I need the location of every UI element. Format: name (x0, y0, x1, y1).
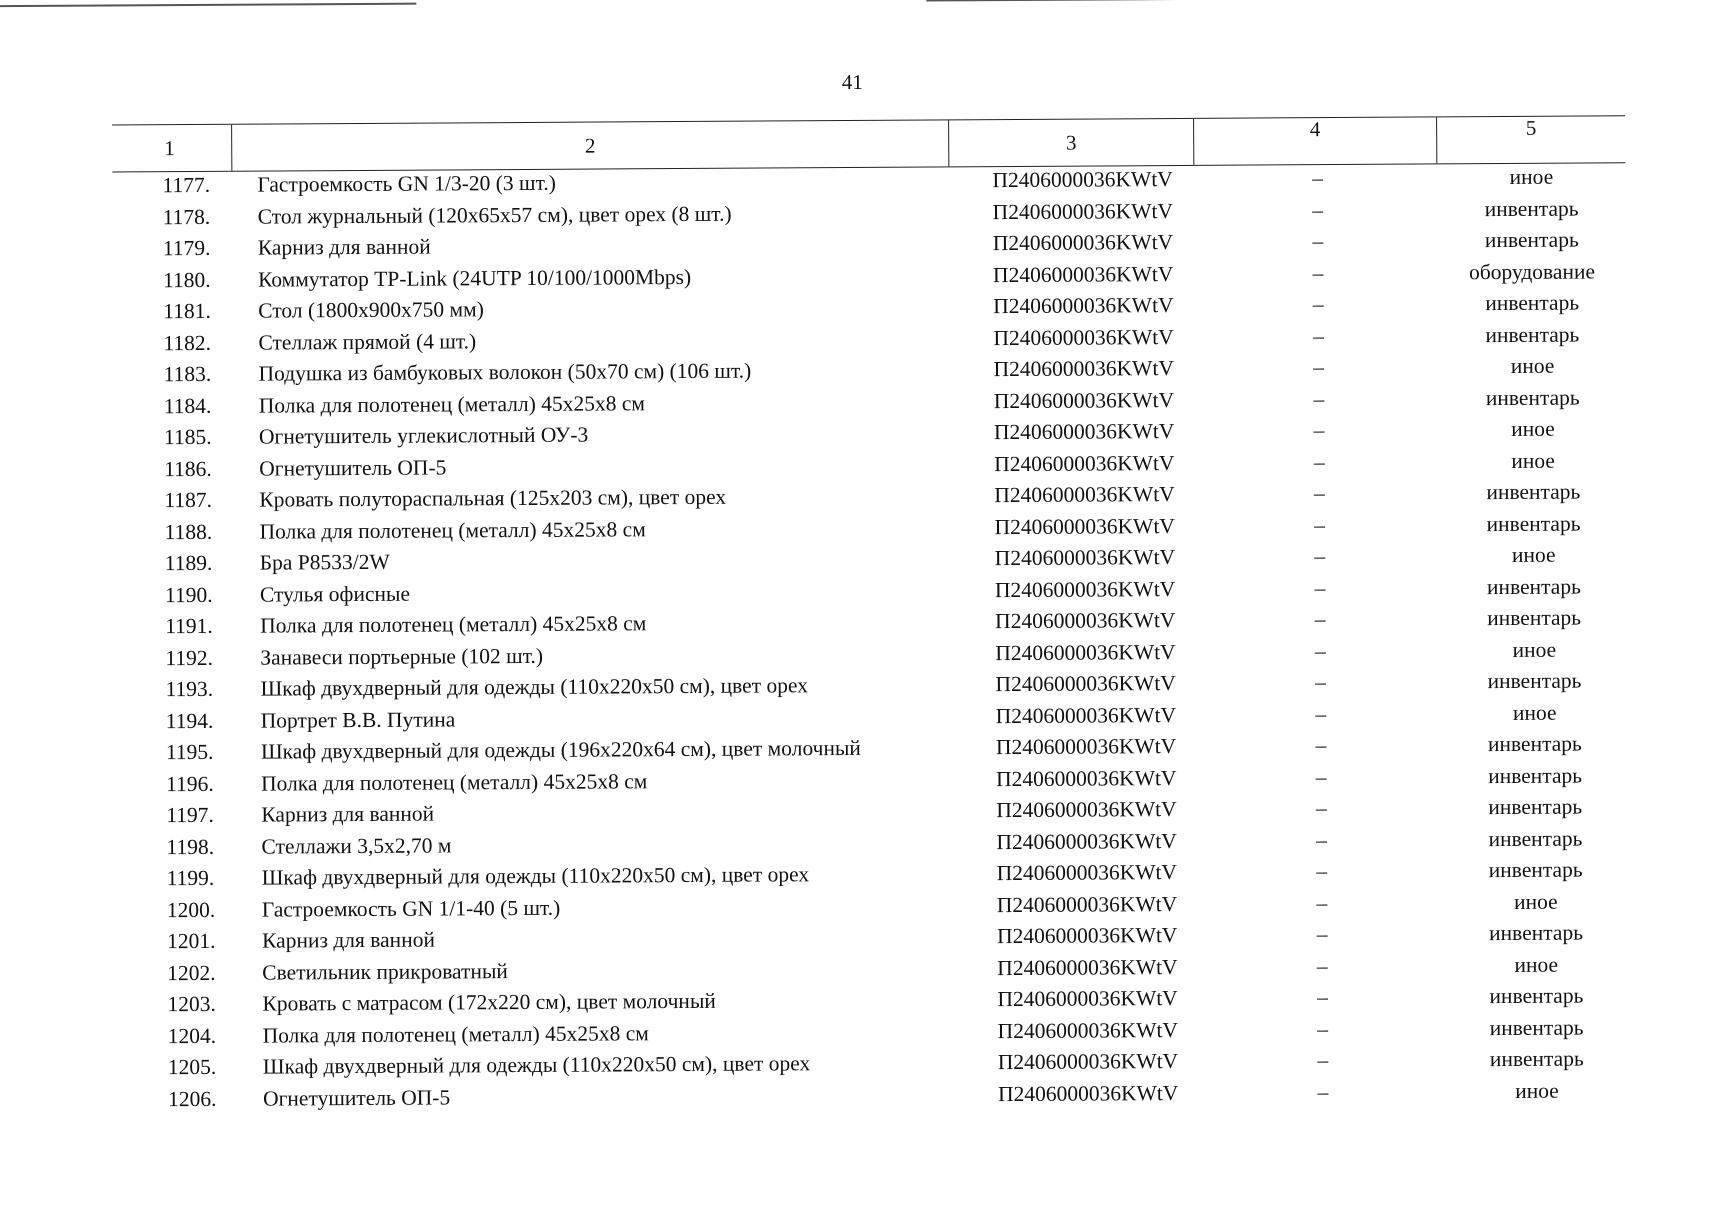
column-4-value: – (1315, 733, 1327, 758)
column-4-value: – (1316, 985, 1328, 1010)
item-name: Карниз для ванной (261, 801, 435, 827)
item-category: инвентарь (1486, 479, 1581, 505)
column-4-value: – (1312, 323, 1324, 348)
item-name: Карниз для ванной (257, 234, 431, 260)
item-code: П2406000036KWtV (996, 923, 1178, 949)
row-number: 1203. (167, 992, 216, 1017)
item-category: инвентарь (1484, 227, 1579, 253)
row-number: 1179. (162, 236, 211, 261)
item-code: П2406000036KWtV (994, 545, 1176, 571)
column-4-value: – (1317, 1016, 1329, 1041)
item-name: Полка для полотенец (металл) 45x25x8 см (258, 390, 646, 418)
column-4-value: – (1313, 449, 1325, 474)
row-number: 1201. (166, 929, 216, 954)
column-4-value: – (1311, 166, 1323, 191)
item-name: Стулья офисные (259, 581, 411, 607)
row-number: 1189. (164, 551, 213, 576)
scan-edge-line (0, 3, 416, 8)
item-name: Гастроемкость GN 1/3-20 (3 шт.) (257, 171, 556, 197)
item-code: П2406000036KWtV (995, 702, 1177, 728)
row-number: 1196. (166, 771, 214, 796)
item-category: инвентарь (1486, 574, 1581, 599)
item-category: иное (1512, 700, 1557, 725)
column-4-value: – (1316, 827, 1327, 852)
item-category: иное (1513, 889, 1558, 914)
item-name: Стеллаж прямой (4 шт.) (258, 329, 477, 355)
header-cell-2: 2 (232, 120, 949, 170)
item-code: П2406000036KWtV (997, 1017, 1179, 1043)
row-number: 1192. (165, 645, 213, 670)
row-number: 1184. (163, 393, 212, 418)
column-4-value: – (1312, 292, 1324, 317)
row-number: 1191. (165, 614, 213, 639)
column-4-value: – (1315, 764, 1327, 789)
row-number: 1204. (167, 1023, 217, 1048)
item-code: П2406000036KWtV (992, 230, 1174, 256)
item-code: П2406000036KWtV (994, 482, 1175, 508)
item-category: иное (1509, 164, 1554, 190)
item-name: Полка для полотенец (металл) 45x25x8 см (259, 516, 646, 544)
scan-edge-line (926, 0, 1709, 2)
row-number: 1202. (167, 960, 216, 985)
item-category: инвентарь (1487, 731, 1582, 757)
item-code: П2406000036KWtV (997, 1080, 1179, 1106)
item-name: Бра P8533/2W (259, 550, 390, 575)
item-name: Стол журнальный (120x65x57 см), цвет орех (8 шт.) (257, 201, 732, 229)
column-4-value: – (1313, 418, 1325, 443)
item-code: П2406000036KWtV (994, 513, 1175, 539)
column-4-value: – (1314, 607, 1326, 632)
item-name: Стол (1800x900x750 мм) (258, 297, 484, 323)
item-name: Кровать с матрасом (172x220 см), цвет молочный (262, 989, 716, 1016)
row-number: 1180. (162, 267, 211, 292)
column-4-value: – (1313, 481, 1325, 506)
row-number: 1194. (165, 708, 214, 733)
item-name: Полка для полотенец (металл) 45x25x8 см (262, 1020, 649, 1048)
item-category: инвентарь (1485, 290, 1580, 316)
item-category: инвентарь (1489, 920, 1584, 946)
header-cell-1: 1 (112, 125, 232, 172)
item-code: П2406000036KWtV (996, 891, 1178, 917)
item-code: П2406000036KWtV (997, 1049, 1179, 1075)
row-number: 1195. (165, 740, 214, 765)
row-number: 1186. (164, 456, 212, 481)
item-name: Занавеси портьерные (102 шт.) (260, 643, 544, 670)
column-4-value: – (1315, 670, 1326, 695)
item-category: инвентарь (1489, 983, 1584, 1009)
item-code: П2406000036KWtV (997, 954, 1178, 980)
item-name: Светильник прикроватный (262, 958, 508, 985)
item-category: инвентарь (1488, 857, 1583, 883)
item-category: инвентарь (1485, 322, 1580, 347)
header-cell-5: 5 (1525, 115, 1537, 140)
item-code: П2406000036KWtV (996, 797, 1177, 823)
row-number: 1181. (163, 299, 211, 324)
column-4-value: – (1314, 512, 1325, 537)
item-name: Шкаф двухдверный для одежды (196x220x64 см), цвет молочный (260, 736, 861, 764)
item-name: Огнетушитель ОП-5 (259, 455, 447, 481)
row-number: 1187. (164, 488, 213, 513)
item-name: Кровать полутораспальная (125x203 см), цвет орех (259, 485, 727, 512)
row-number: 1206. (167, 1086, 217, 1111)
column-4-value: – (1313, 386, 1325, 411)
item-name: Стеллажи 3,5x2,70 м (261, 833, 452, 859)
column-4-value: – (1317, 1079, 1329, 1104)
row-number: 1178. (162, 204, 211, 229)
column-4-value: – (1312, 229, 1324, 254)
item-category: инвентарь (1486, 511, 1581, 536)
item-category: инвентарь (1484, 196, 1579, 221)
column-4-value: – (1316, 922, 1328, 947)
item-name: Огнетушитель ОП-5 (262, 1085, 451, 1111)
item-category: инвентарь (1488, 763, 1583, 788)
item-category: иное (1511, 542, 1556, 568)
row-number: 1199. (166, 866, 215, 891)
item-code: П2406000036KWtV (993, 356, 1175, 382)
row-number: 1188. (164, 519, 213, 544)
column-4-value: – (1316, 953, 1328, 978)
item-category: инвентарь (1489, 1046, 1584, 1072)
item-code: П2406000036KWtV (992, 261, 1174, 287)
column-4-value: – (1314, 575, 1326, 600)
item-code: П2406000036KWtV (993, 293, 1174, 319)
column-4-value: – (1315, 701, 1327, 726)
column-4-value: – (1312, 197, 1324, 222)
item-category: иное (1510, 353, 1555, 379)
item-code: П2406000036KWtV (992, 167, 1173, 193)
row-number: 1185. (163, 425, 212, 450)
item-category: инвентарь (1488, 826, 1583, 851)
item-category: оборудование (1468, 259, 1596, 284)
item-category: иное (1512, 637, 1557, 662)
item-category: иное (1514, 952, 1559, 977)
header-cell-3: 3 (949, 119, 1194, 166)
item-name: Гастроемкость GN 1/1-40 (5 шт.) (261, 895, 561, 922)
item-name: Карниз для ванной (261, 927, 435, 953)
row-number: 1198. (166, 834, 215, 859)
row-number: 1190. (164, 582, 213, 607)
item-name: Шкаф двухдверный для одежды (110x220x50 см), цвет орех (260, 673, 809, 701)
page-number: 41 (841, 69, 863, 95)
item-category: инвентарь (1487, 668, 1582, 694)
item-category: иное (1511, 448, 1556, 473)
item-name: Шкаф двухдверный для одежды (110x220x50 см), цвет орех (262, 1051, 811, 1079)
row-number: 1182. (163, 330, 212, 355)
item-category: иное (1515, 1078, 1559, 1103)
row-number: 1177. (162, 173, 211, 198)
item-name: Огнетушитель углекислотный ОУ-3 (258, 422, 589, 449)
item-code: П2406000036KWtV (993, 387, 1175, 413)
item-category: инвентарь (1485, 385, 1580, 410)
column-4-value: – (1316, 859, 1328, 884)
item-code: П2406000036KWtV (996, 860, 1178, 886)
item-code: П2406000036KWtV (995, 671, 1176, 697)
row-number: 1193. (165, 677, 214, 702)
item-code: П2406000036KWtV (995, 639, 1176, 665)
column-4-value: – (1315, 796, 1327, 821)
column-4-value: – (1314, 544, 1326, 569)
item-category: инвентарь (1487, 605, 1582, 631)
item-code: П2406000036KWtV (993, 324, 1174, 350)
row-number: 1183. (163, 362, 212, 387)
item-name: Шкаф двухдверный для одежды (110x220x50 см), цвет орех (261, 862, 810, 890)
item-code: П2406000036KWtV (993, 419, 1175, 445)
table-body (112, 161, 1631, 1115)
row-number: 1200. (166, 897, 216, 922)
item-name: Полка для полотенец (металл) 45x25x8 см (261, 768, 648, 796)
item-name: Подушка из бамбуковых волокон (50x70 см) (106 шт.) (258, 358, 752, 386)
item-category: инвентарь (1489, 1015, 1584, 1040)
item-code: П2406000036KWtV (994, 450, 1175, 476)
row-number: 1205. (167, 1055, 217, 1080)
item-category: иное (1511, 416, 1555, 442)
item-code: П2406000036KWtV (997, 986, 1178, 1012)
item-code: П2406000036KWtV (992, 198, 1174, 224)
item-code: П2406000036KWtV (994, 576, 1176, 602)
column-4-value: – (1316, 890, 1328, 915)
row-number: 1197. (166, 803, 214, 828)
item-name: Полка для полотенец (металл) 45x25x8 см (260, 611, 647, 638)
column-4-value: – (1317, 1048, 1329, 1073)
column-4-value: – (1313, 355, 1325, 380)
item-category: инвентарь (1488, 794, 1583, 820)
item-name: Портрет В.В. Путина (260, 707, 456, 733)
item-name: Коммутатор TP-Link (24UTP 10/100/1000Mbps) (257, 264, 692, 292)
item-code: П2406000036KWtV (995, 734, 1177, 760)
column-4-value: – (1314, 638, 1326, 663)
column-4-value: – (1312, 260, 1324, 285)
item-code: П2406000036KWtV (995, 608, 1176, 634)
header-cell-4: 4 (1194, 117, 1437, 164)
item-code: П2406000036KWtV (996, 828, 1177, 854)
item-code: П2406000036KWtV (996, 765, 1177, 791)
